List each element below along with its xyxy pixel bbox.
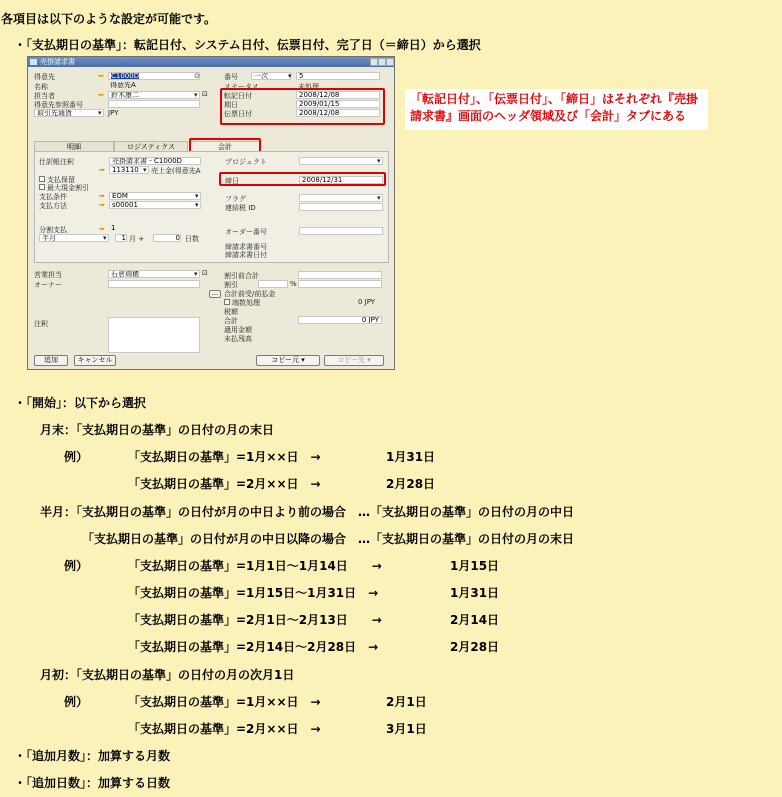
example-label: 例）	[64, 450, 89, 464]
half-month-text-1: 半月：「支払期日の基準」の日付が月の中日より前の場合 …「支払期日の基準」の日付の月の中日	[40, 505, 575, 519]
add-days-field[interactable]: 0	[153, 234, 181, 242]
link-id-label: 連結税 ID	[225, 204, 256, 212]
callout-note: 「転記日付」、「伝票日付」、「締日」はそれぞれ『売掛請求書』画面のヘッダ領域及び「会計」タブにある	[405, 89, 708, 130]
status-value: 未処理	[298, 83, 319, 91]
rounding-value: 0 JPY	[358, 298, 376, 306]
example-label: 例）	[64, 695, 89, 709]
month-start-text: 月初：「支払期日の基準」の日付の月の次月1日	[40, 668, 295, 682]
tab-logistics[interactable]: ロジスティクス	[114, 141, 188, 151]
example-3b-result: 3月1日	[386, 722, 427, 736]
example-label: 例）	[64, 559, 89, 573]
example-1a: 「支払期日の基準」=1月××日 →	[128, 450, 321, 464]
currency-select[interactable]: 取引先通貨	[34, 109, 104, 117]
due-date-field[interactable]: 2009/01/15	[296, 100, 380, 108]
example-3b: 「支払期日の基準」=2月××日 →	[128, 722, 321, 736]
add-days-unit: 日数	[185, 235, 199, 243]
cust-ref-label: 得意先参照番号	[34, 101, 83, 109]
invoice-window	[27, 56, 395, 370]
intro-text: 各項目は以下のような設定が可能です。	[1, 12, 217, 26]
highlight-header-dates	[220, 88, 385, 125]
link-arrow-icon[interactable]: ➡	[98, 72, 104, 80]
chevron-down-icon[interactable]: ▾	[98, 109, 102, 117]
total-label: 合計	[224, 317, 238, 325]
detail-icon[interactable]: ⊡	[202, 269, 208, 277]
discount-percent-field[interactable]	[258, 280, 288, 288]
example-2a-result: 1月15日	[450, 559, 500, 573]
add-days-text: ・「追加日数」：加算する日数	[14, 776, 171, 790]
cancel-button[interactable]: キャンセル	[74, 355, 116, 366]
contact-label: 担当者	[34, 92, 55, 100]
add-months-unit: 月 +	[129, 235, 145, 243]
currency-value: JPY	[108, 109, 119, 117]
name-field[interactable]: 得意先A	[110, 82, 136, 89]
sales-label: 営業担当	[34, 271, 62, 279]
example-2d-result: 2月28日	[450, 640, 500, 654]
max-discount-checkbox[interactable]	[39, 184, 45, 190]
max-discount-label: 最大現金割引	[47, 184, 89, 192]
cust-ref-field[interactable]	[108, 100, 200, 108]
link-arrow-icon[interactable]: ➡	[99, 225, 105, 233]
more-button[interactable]: ...	[209, 290, 221, 298]
example-2c-result: 2月14日	[450, 613, 500, 627]
start-select[interactable]: 半月	[39, 234, 109, 242]
highlight-closing-date	[219, 172, 386, 186]
chevron-down-icon[interactable]: ▾	[195, 192, 199, 200]
chevron-down-icon[interactable]: ▾	[194, 270, 198, 278]
posting-date-field[interactable]: 2008/12/08	[296, 91, 380, 99]
tab-contents[interactable]: 明細	[34, 141, 114, 151]
applied-label: 適用金額	[224, 326, 252, 334]
customer-field[interactable]: C1000D	[108, 72, 200, 80]
hold-label: 支払保留	[47, 176, 75, 184]
add-months-text: ・「追加月数」：加算する月数	[14, 749, 171, 763]
example-1b-result: 2月28日	[386, 477, 436, 491]
month-end-text: 月末：「支払期日の基準」の日付の月の末日	[40, 423, 275, 437]
chevron-down-icon[interactable]: ▾	[288, 72, 292, 80]
half-month-text-2: 「支払期日の基準」の日付が月の中日以降の場合 …「支払期日の基準」の日付の月の末日	[82, 532, 575, 546]
close-icon[interactable]	[386, 58, 394, 66]
number-field[interactable]: 5	[296, 72, 380, 80]
terms-label: 支払条件	[39, 193, 67, 201]
start-heading: ・「開始」：以下から選択	[14, 396, 147, 410]
example-2b-result: 1月31日	[450, 586, 500, 600]
doc-date-label: 伝票日付	[224, 110, 252, 118]
project-select[interactable]	[299, 157, 383, 165]
chevron-down-icon[interactable]: ▾	[195, 201, 199, 209]
remarks-textarea[interactable]	[108, 317, 200, 353]
discount-unit: %	[290, 280, 297, 288]
add-months-field[interactable]: 1	[115, 234, 127, 242]
example-1b: 「支払期日の基準」=2月××日 →	[128, 477, 321, 491]
discount-label: 割引	[224, 281, 238, 289]
closing-date-label: 締日	[225, 177, 239, 185]
terms-select[interactable]: EOM	[109, 192, 201, 200]
maximize-icon[interactable]	[378, 58, 386, 66]
add-button[interactable]: 追加	[34, 355, 68, 366]
name-label: 名称	[34, 83, 48, 91]
tax-label: 税額	[224, 308, 238, 316]
method-select[interactable]: s00001	[109, 201, 201, 209]
chevron-down-icon[interactable]: ▾	[377, 157, 381, 165]
discount-total-label: 割引前合計	[224, 272, 259, 280]
chevron-down-icon[interactable]: ▾	[377, 194, 381, 202]
account-code-field[interactable]: 113110	[109, 166, 149, 174]
project-label: プロジェクト	[225, 158, 267, 166]
example-2d: 「支払期日の基準」=2月14日～2月28日 →	[128, 640, 379, 654]
window-titlebar[interactable]	[28, 57, 394, 67]
link-arrow-icon[interactable]: ➡	[99, 201, 105, 209]
discount-total-field	[298, 271, 382, 279]
choose-from-list-icon[interactable]: ⊙	[194, 72, 200, 80]
doc-date-field[interactable]: 2008/12/08	[296, 109, 380, 117]
bill-date-label: 締請求書日付	[225, 251, 267, 259]
flag-label: フラグ	[225, 195, 246, 203]
number-label: 番号	[224, 73, 238, 81]
bill-no-label: 締請求書番号	[225, 243, 267, 251]
window-icon	[30, 59, 37, 65]
balance-label: 未払残高	[224, 335, 252, 343]
posting-date-label: 転記日付	[224, 92, 252, 100]
accounting-panel	[34, 151, 389, 263]
customer-label: 得意先	[34, 73, 55, 81]
installments-label: 分割支払	[39, 226, 67, 234]
example-1a-result: 1月31日	[386, 450, 436, 464]
link-id-field[interactable]	[299, 203, 383, 211]
chevron-down-icon[interactable]: ▾	[103, 234, 107, 242]
link-arrow-icon[interactable]: ➡	[99, 192, 105, 200]
status-label: ステータス	[224, 83, 259, 91]
minimize-icon[interactable]	[370, 58, 378, 66]
advance-label: 合計前受/前払金	[224, 290, 276, 298]
due-date-label: 期日	[224, 101, 238, 109]
window-title: 売掛請求書	[40, 58, 75, 66]
copy-to-button[interactable]: コピー先 ▾	[324, 355, 384, 366]
journal-label: 仕訳帳注釈	[39, 158, 74, 166]
rounding-label: 端数処理	[232, 299, 260, 307]
example-3a: 「支払期日の基準」=1月××日 →	[128, 695, 321, 709]
chevron-down-icon[interactable]: ▾	[143, 166, 147, 174]
account-name: 売上金(得意先A	[151, 167, 201, 175]
installments-field[interactable]: 1	[111, 225, 116, 232]
method-label: 支払方法	[39, 202, 67, 210]
item1-text: ・「支払期日の基準」：転記日付、システム日付、伝票日付、完了日（＝締日）から選択	[14, 38, 481, 52]
link-arrow-icon[interactable]: ➡	[99, 166, 105, 174]
journal-field[interactable]: 売掛請求書 - C1000D	[109, 157, 201, 165]
flag-select[interactable]	[299, 194, 383, 202]
hold-checkbox[interactable]	[39, 176, 45, 182]
total-field: 0 JPY	[298, 316, 382, 324]
order-no-field[interactable]	[299, 227, 383, 235]
detail-icon[interactable]: ⊡	[202, 90, 208, 98]
example-2a: 「支払期日の基準」=1月1日～1月14日 →	[128, 559, 382, 573]
discount-amount-field[interactable]	[298, 280, 382, 288]
chevron-down-icon[interactable]: ▾	[194, 91, 198, 99]
owner-label: オーナー	[34, 281, 62, 289]
rounding-checkbox[interactable]	[224, 299, 230, 305]
copy-from-button[interactable]: コピー元 ▾	[256, 355, 320, 366]
sales-select[interactable]: 石倉瑞穂	[108, 270, 200, 278]
order-no-label: オーダー番号	[225, 228, 267, 236]
number-series-select[interactable]: 一次	[251, 72, 291, 80]
link-arrow-icon[interactable]: ➡	[98, 91, 104, 99]
tab-accounting[interactable]: 会計	[190, 141, 260, 151]
example-3a-result: 2月1日	[386, 695, 427, 709]
remarks-label: 注釈	[34, 320, 48, 328]
example-2c: 「支払期日の基準」=2月1日～2月13日 →	[128, 613, 382, 627]
owner-field[interactable]	[108, 280, 200, 288]
contact-select[interactable]: 鈴木康二	[108, 91, 200, 99]
closing-date-field[interactable]: 2008/12/31	[299, 176, 383, 184]
example-2b: 「支払期日の基準」=1月15日～1月31日 →	[128, 586, 379, 600]
